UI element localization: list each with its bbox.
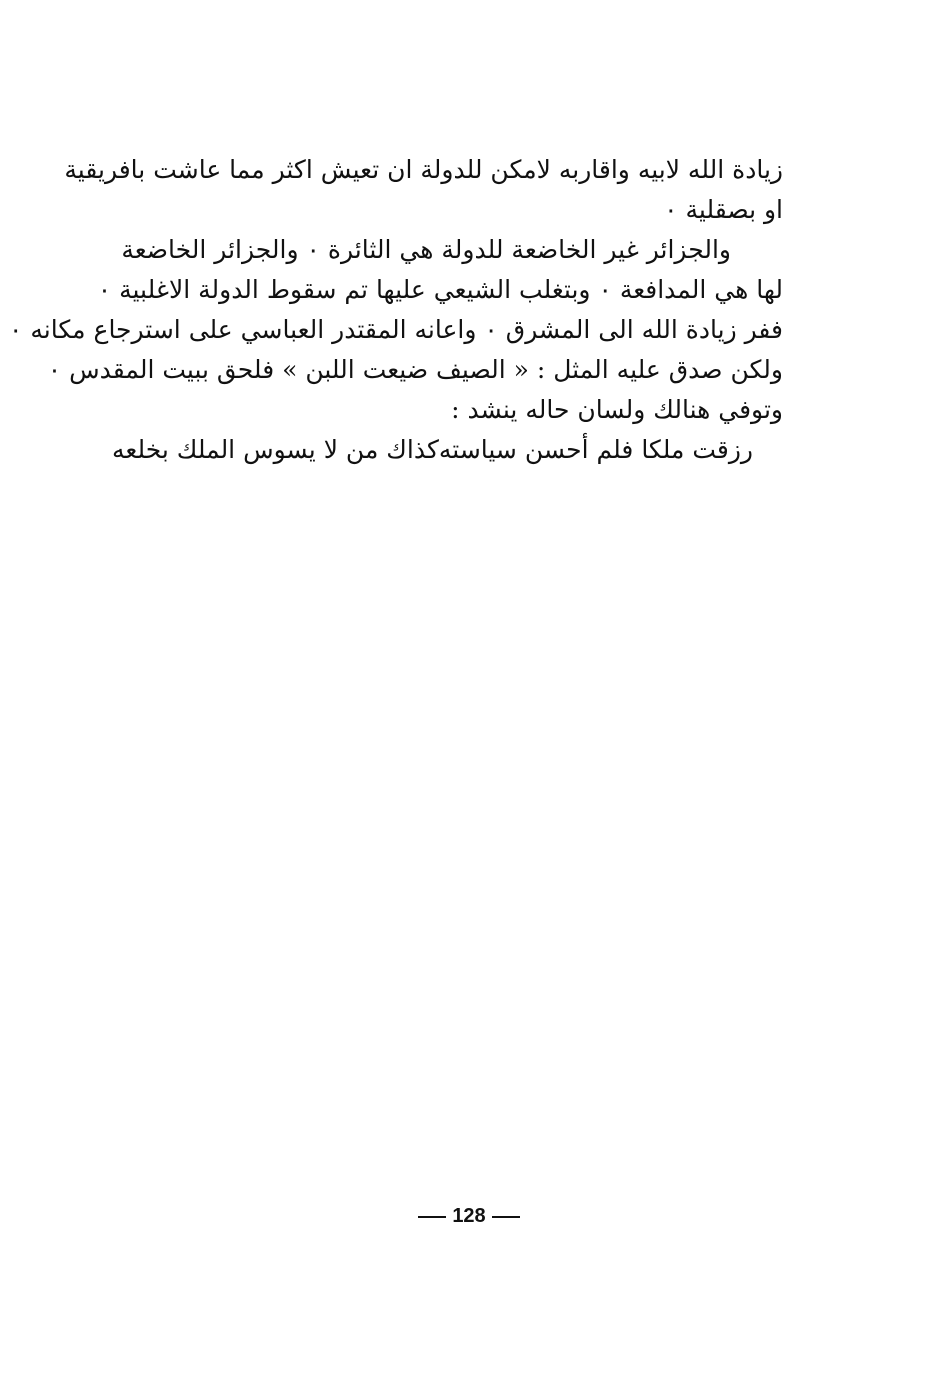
dash-left: [418, 1216, 446, 1218]
text-line-4: لها هي المدافعة ٠ وبتغلب الشيعي عليها تم سقوط الدولة الاغلبية ٠: [97, 275, 783, 304]
poem-verse: [111, 430, 783, 470]
dash-right: [492, 1216, 520, 1218]
text-line-1: زيادة الله لابيه واقاربه لامكن للدولة ان تعيش اكثر مما عاشت بافريقية: [64, 155, 783, 184]
text-line-3: والجزائر غير الخاضعة للدولة هي الثائرة ٠ والجزائر الخاضعة: [121, 235, 731, 264]
page-number: [0, 1200, 938, 1232]
text-line-7: وتوفي هنالك ولسان حاله ينشد :: [451, 395, 783, 424]
text-line-6: ولكن صدق عليه المثل : « الصيف ضيعت اللبن » فلحق ببيت المقدس ٠: [47, 355, 783, 384]
page-number-value: 128: [452, 1205, 486, 1227]
body-text: [9, 150, 783, 470]
text-line-2: او بصقلية ٠: [664, 195, 783, 224]
verse-first-hemistich: رزقت ملكا فلم أحسن سياسته: [438, 435, 753, 464]
verse-second-hemistich: كذاك من لا يسوس الملك بخلعه: [111, 435, 439, 464]
text-line-5: ففر زيادة الله الى المشرق ٠ واعانه المقتدر العباسي على استرجاع مكانه ٠: [9, 315, 783, 344]
